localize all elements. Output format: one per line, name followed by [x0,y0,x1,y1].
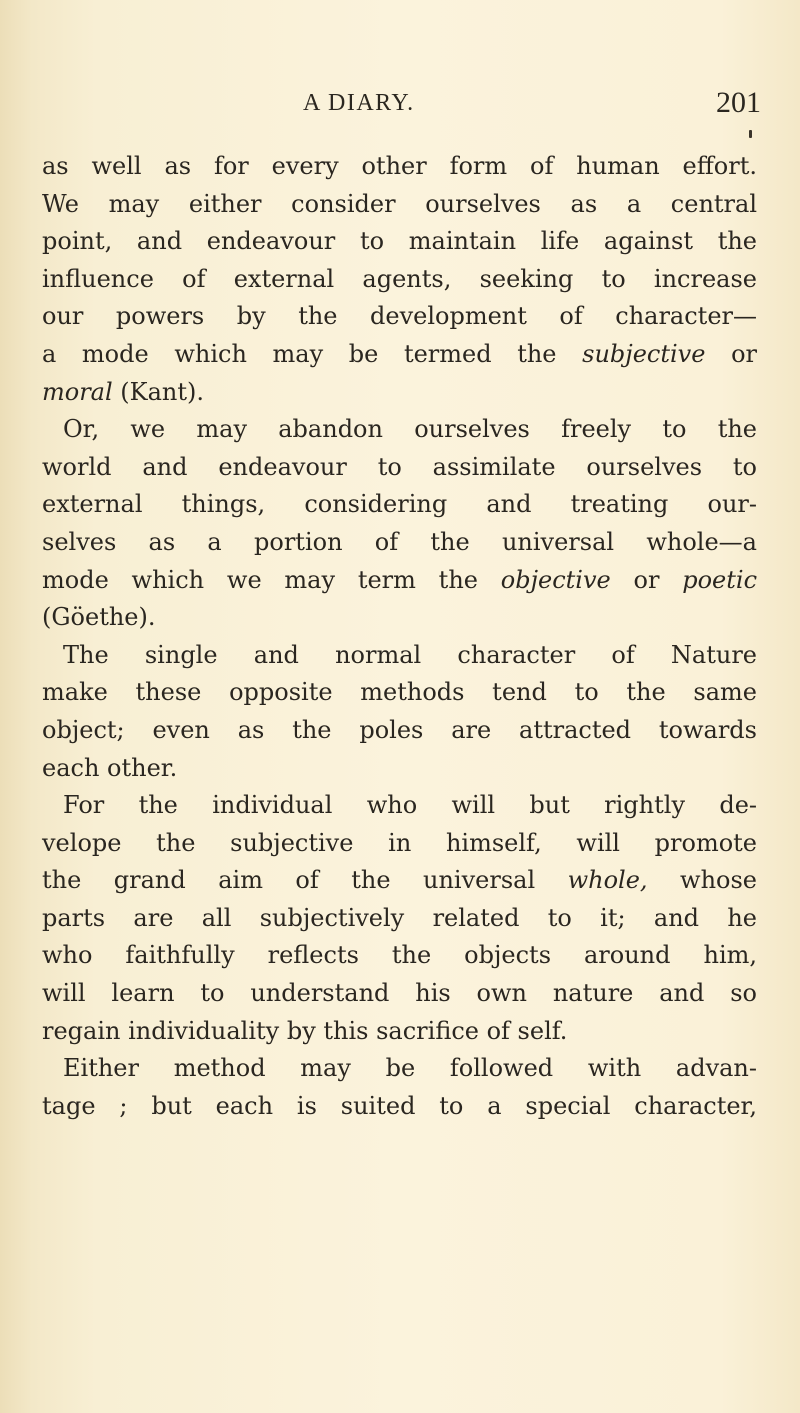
italic-term: poetic [682,565,758,594]
text-line: The single and normal character of Nature [63,640,757,669]
page-header [0,86,800,130]
text-line: a mode which may be termed the subjective or [42,339,757,368]
text-line: point, and endeavour to maintain life against the [42,227,757,256]
italic-term: moral [42,377,113,406]
text-line: tage ; but each is suited to a special character, [42,1091,757,1120]
text-line: influence of external agents, seeking to increase [42,264,757,293]
text-line: our powers by the development of character— [42,302,757,331]
text-line: who faithfully reflects the objects around him, [42,941,757,970]
page-number: 201 [716,86,761,119]
text-line: world and endeavour to assimilate ourselves to [42,452,757,481]
text-line: as well as for every other form of human effort. [42,152,757,180]
text-line: Or, we may abandon ourselves freely to the [63,415,757,444]
text-line: parts are all subjectively related to it; and he [42,903,757,932]
text-line: moral (Kant). [42,377,204,406]
text-line: will learn to understand his own nature and so [42,979,757,1008]
text-line: the grand aim of the universal whole, whose [42,866,757,895]
running-title: A DIARY. [303,90,415,116]
text-line: velope the subjective in himself, will promote [42,828,757,857]
italic-term: subjective [582,339,706,368]
text-line: For the individual who will but rightly de- [63,791,757,820]
text-line: mode which we may term the objective or poetic [42,565,758,594]
italic-term: objective [500,565,611,594]
text-line: (Göethe). [42,603,156,632]
text-line: make these opposite methods tend to the same [42,678,757,707]
italic-term: whole, [567,866,648,895]
text-line: external things, considering and treating our- [42,490,757,519]
text-line: Either method may be followed with advan- [63,1054,757,1083]
ink-mark [749,130,752,138]
text-line: selves as a portion of the universal whole—a [42,527,757,556]
text-line: regain individuality by this sacrifice of self. [42,1016,568,1045]
text-line: each other. [42,753,178,782]
text-line: We may either consider ourselves as a central [42,189,757,218]
text-line: object; even as the poles are attracted towards [42,715,757,744]
body-text [42,148,757,1125]
